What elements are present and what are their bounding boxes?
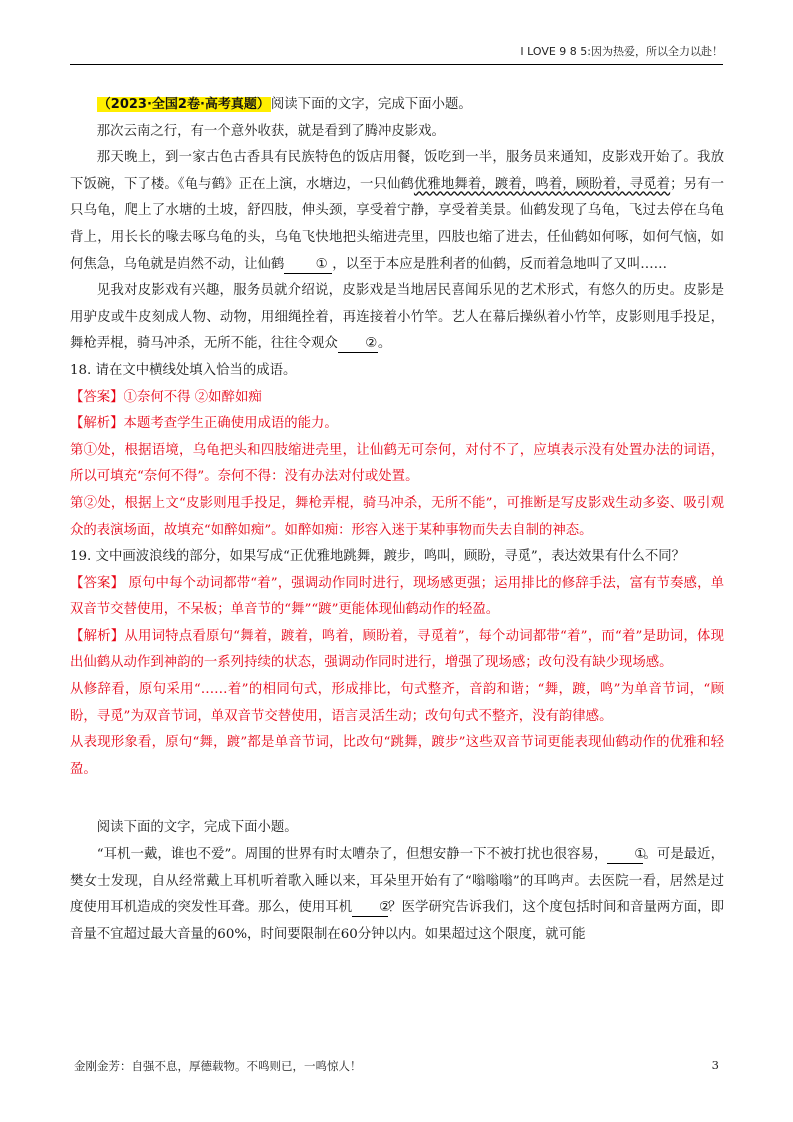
blank-1: ① — [284, 257, 332, 274]
passage2-intro: 阅读下面的文字，完成下面小题。 — [96, 820, 298, 836]
p3-text-a: 见我对皮影戏有兴趣，服务员就介绍说，皮影戏是当地居民喜闻乐见的艺术形式，有悠久的历史。皮影是用驴皮或牛皮刻成人物、动物，用细绳拴着，再连接着小竹竿。艺人在幕后操纵着小竹竿，皮影则甩手投足，舞枪弄棍，骑马冲杀，无所不能，往往令观众 — [70, 283, 724, 352]
page-number: 3 — [711, 1058, 719, 1072]
passage1-paragraph-1: 那次云南之行，有一个意外收获，就是看到了腾冲皮影戏。 — [96, 123, 445, 139]
passage1-paragraph-2 — [70, 145, 724, 278]
q19-analysis-point-1: 从修辞看，原句采用“……着”的相同句式，形成排比，句式整齐，音韵和谐；“舞，踱，鸣”为单音节词，“顾盼，寻觅”为双音节词，单双音节交替使用，语言灵活生动；改句句式不整齐，没有韵律感。 — [70, 682, 724, 724]
page-content — [70, 92, 724, 948]
passage2-paragraph-1 — [70, 842, 724, 948]
wavy-underlined-text: 优雅地舞着，踱着，鸣着，顾盼着，寻觅着 — [413, 176, 671, 192]
p2-1-text-a: “耳机一戴，谁也不爱”。周围的世界有时太嘈杂了，但想安静一下不被打扰也很容易， — [96, 847, 608, 863]
q18-analysis: 【解析】本题考查学生正确使用成语的能力。 — [70, 416, 338, 432]
blank-4: ② — [352, 900, 388, 917]
intro-text: 阅读下面的文字，完成下面小题。 — [270, 97, 472, 112]
q19-answer: 【答案】 原句中每个动词都带“着”，强调动作同时进行，现场感更强；运用排比的修辞手法，富有节奏感，单双音节交替使用，不呆板；单音节的“舞”“踱”更能体现仙鹤动作的轻盈。 — [70, 575, 724, 618]
q19-analysis-point-2: 从表现形象看，原句“舞，踱”都是单音节词，比改句“跳舞，踱步”这些双音节词更能表现仙鹤动作的优雅和轻盈。 — [70, 735, 724, 777]
question-19: 19. 文中画波浪线的部分，如果写成“正优雅地跳舞，踱步，鸣叫，顾盼，寻觅”，表达效果有什么不同？ — [70, 549, 686, 565]
section-gap — [70, 783, 724, 815]
q18-answer: 【答案】①奈何不得 ②如醉如痴 — [70, 389, 262, 405]
page-header — [70, 44, 723, 65]
footer-motto: 金刚金芳：自强不息，厚德载物。不鸣则已，一鸣惊人！ — [74, 1059, 362, 1073]
blank-3: ① — [607, 847, 643, 864]
q19-analysis: 【解析】从用词特点看原句“舞着，踱着，鸣着，顾盼着，寻觅着”，每个动词都带“着”，而“着”是助词，体现出仙鹤从动作到神韵的一系列持续的状态，强调动作同时进行，增强了现场感；改句没有缺少现场感。 — [70, 628, 724, 671]
header-text: I LOVE 9 8 5:因为热爱，所以全力以赴！ — [520, 45, 723, 58]
q18-analysis-point-2: 第②处，根据上文“皮影则甩手投足，舞枪弄棍，骑马冲杀，无所不能”，可推断是写皮影戏生动多姿、吸引观众的表演场面，故填充“如醉如痴”。如醉如痴：形容入迷于某种事物而失去自制的神态。 — [70, 495, 724, 538]
p3-text-b: 。 — [377, 336, 392, 352]
passage1-paragraph-3 — [70, 278, 724, 358]
source-tag: （2023·全国2卷·高考真题） — [97, 97, 270, 112]
p2-text-c: ，以至于本应是胜利者的仙鹤，反而着急地叫了又叫…… — [332, 256, 668, 272]
p2-1-text-c: ？医学研究告诉我们，这个度包括时间和音量两方面，即音量不宜超过最大音量的60%，时间要限制在60分钟以内。如果超过这个限度，就可能 — [70, 900, 725, 942]
q18-analysis-point-1: 第①处，根据语境，乌龟把头和四肢缩进壳里，让仙鹤无可奈何，对付不了，应填表示没有处置办法的词语，所以可填充“奈何不得”。奈何不得：没有办法对付或处置。 — [70, 442, 724, 485]
question-18: 18. 请在文中横线处填入恰当的成语。 — [70, 362, 297, 378]
p2-1-text-b: 。可是最近，樊女士发现，自从经常戴上耳机听着歌入睡以来，耳朵里开始有了“嗡嗡嗡”的耳鸣声。去医院一看，居然是过度使用耳机造成的突发性耳聋。那么，使用耳机 — [70, 847, 724, 916]
p2-text-b: ；另有一只乌龟，爬上了水塘的土坡，舒四肢，伸头颈，享受着宁静，享受着美景。仙鹤发现了乌龟，飞过去停在乌龟背上，用长长的喙去啄乌龟的头，乌龟飞快地把头缩进壳里，四肢也缩了进去，任仙鹤如何啄，如何气恼，如何焦急，乌龟就是岿然不动，让仙鹤 — [70, 176, 725, 272]
blank-2: ② — [338, 336, 378, 353]
passage1-intro — [70, 92, 724, 119]
p2-text-a: 那天晚上，到一家古色古香具有民族特色的饭店用餐，饭吃到一半，服务员来通知，皮影戏开始了。我放下饭碗，下了楼。《龟与鹤》正在上演，水塘边，一只仙鹤 — [70, 150, 724, 192]
